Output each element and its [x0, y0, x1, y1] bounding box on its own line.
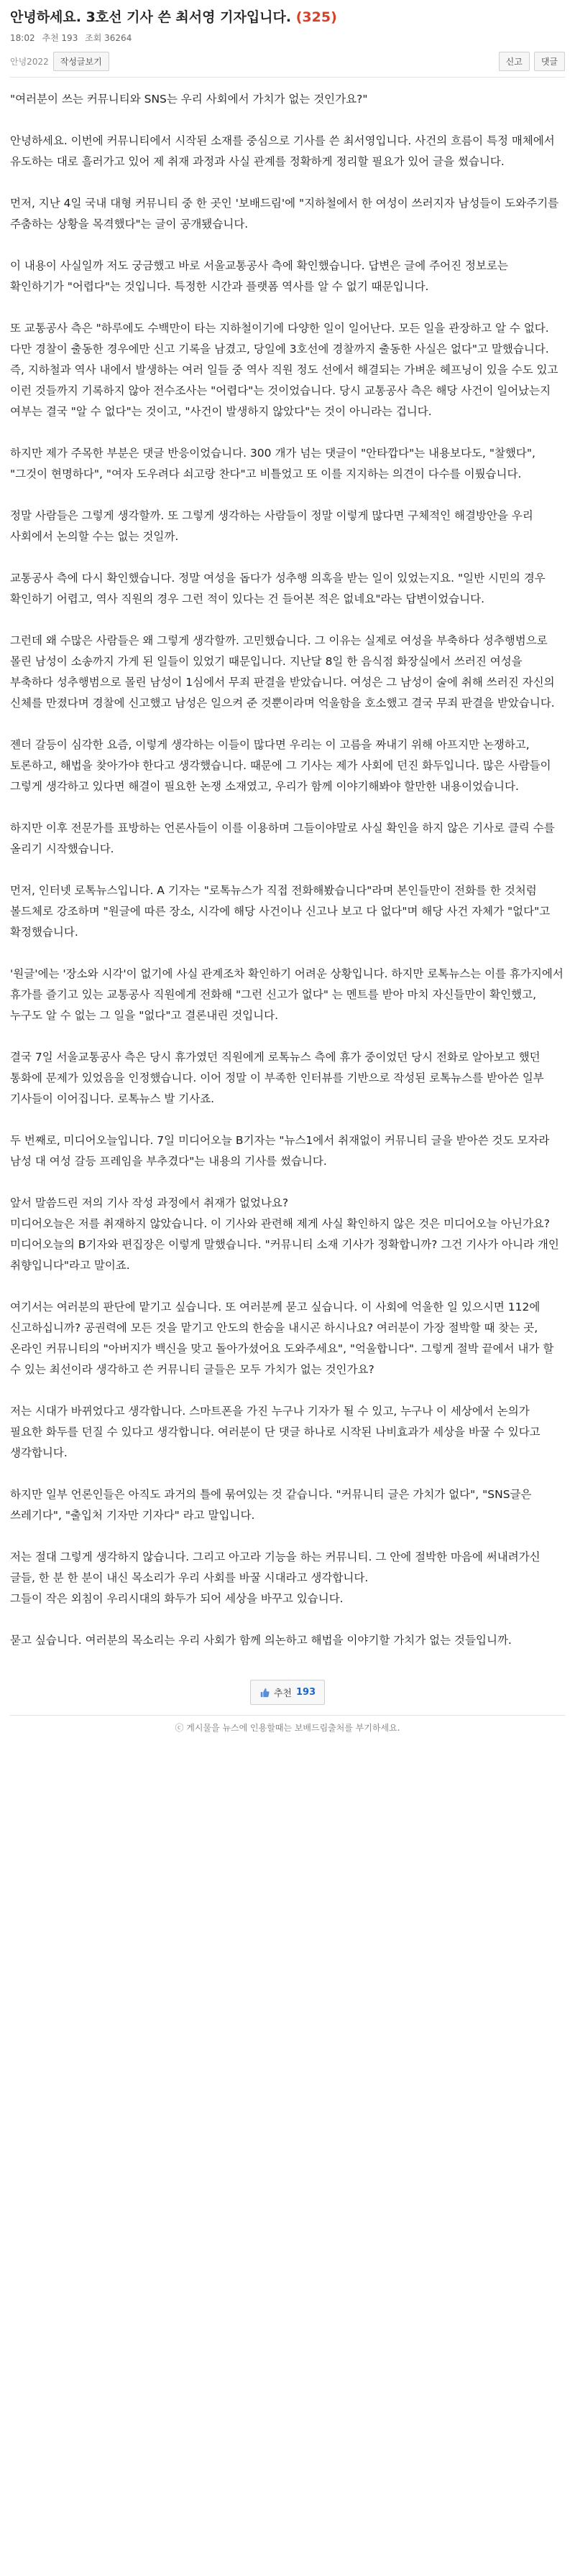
post-time: 18:02	[10, 33, 35, 43]
post-title-row	[10, 7, 565, 27]
body-paragraph: 먼저, 지난 4일 국내 대형 커뮤니티 중 한 곳인 '보배드림'에 "지하철에서 한 여성이 쓰러지자 남성들이 도와주기를 주춤하는 상황을 목격했다"는 글이 공개됐습니다.	[10, 197, 563, 231]
author-name[interactable]: 안녕2022	[10, 57, 49, 67]
report-button[interactable]: 신고	[499, 52, 530, 71]
body-paragraph: 먼저, 인터넷 로톡뉴스입니다. A 기자는 "로톡뉴스가 직접 전화해봤습니다"라며 본인들만이 전화를 한 것처럼 볼드체로 강조하며 "원글에 따른 장소, 시각에 해당 사건이나 신고나 보고 다 없다"며 해당 사건 자체가 "없다"고 확정했습니다.	[10, 884, 554, 939]
body-paragraph: 정말 사람들은 그렇게 생각할까. 또 그렇게 생각하는 사람들이 정말 이렇게 많다면 구체적인 해결방안을 우리 사회에서 논의할 수는 없는 것일까.	[10, 509, 537, 543]
body-paragraph: 그런데 왜 수많은 사람들은 왜 그렇게 생각할까. 고민했습니다. 그 이유는 실제로 여성을 부축하다 성추행범으로 몰린 남성이 소송까지 가게 된 일들이 있었기 때문입니다. 지난달 8일 한 음식점 화장실에서 쓰러진 여성을 부축하다 성추행범으로 몰린 남성이 1심에서 무죄 판결을 받았습니다. 여성은 그 남성이 술에 취해 쓰러진 자신의 신체를 만졌다며 경찰에 신고했고 남성은 일으켜 준 것뿐이라며 억울함을 호소했고 결국 무죄 판결을 받았습니다.	[10, 634, 558, 710]
body-paragraph: 하지만 제가 주목한 부분은 댓글 반응이었습니다. 300 개가 넘는 댓글이 "안타깝다"는 내용보다도, "찰했다", "그것이 현명하다", "여자 도우려다 쇠고랑 찬다"고 비틀었고 또 이를 지지하는 의견이 다수를 이뤘습니다.	[10, 447, 539, 480]
post-actions	[10, 52, 565, 78]
body-paragraph: "여러분이 쓰는 커뮤니티와 SNS는 우리 사회에서 가치가 없는 것인가요?"	[10, 93, 368, 106]
body-paragraph: 교통공사 측에 다시 확인했습니다. 정말 여성을 돕다가 성추행 의혹을 받는 일이 있었는지요. "일반 시민의 경우 확인하기 어렵고, 역사 직원의 경우 그런 적이 있다는 건 들어본 적은 없네요"라는 답변이었습니다.	[10, 572, 549, 605]
post-body	[0, 78, 575, 1734]
body-paragraph: 안녕하세요. 이번에 커뮤니티에서 시작된 소재를 중심으로 기사를 쓴 최서영입니다. 사건의 흐름이 특정 매체에서 유도하는 대로 흘러가고 있어 제 취재 과정과 사실 관계를 정확하게 정리할 필요가 있어 글을 썼습니다.	[10, 134, 558, 168]
body-paragraph: 하지만 일부 언론인들은 아직도 과거의 틀에 묶여있는 것 같습니다. "커뮤니티 글은 가치가 없다", "SNS글은 쓰레기다", "출입처 기자만 기자다" 라고 말입니다.	[10, 1488, 535, 1522]
post-views: 조회 36264	[85, 33, 132, 43]
body-paragraph: 저는 시대가 바뀌었다고 생각합니다. 스마트폰을 가진 누구나 기자가 될 수 있고, 누구나 이 세상에서 논의가 필요한 화두를 던질 수 있다고 생각합니다. 여러분이 단 댓글 하나로 시작된 나비효과가 세상을 바꿀 수 있다고 생각합니다.	[10, 1405, 544, 1459]
body-paragraph: 두 번째로, 미디어오늘입니다. 7일 미디어오늘 B기자는 "뉴스1에서 취재없이 커뮤니티 글을 받아쓴 것도 모자라 남성 대 여성 갈등 프레임을 부추겼다"는 내용의 기사를 썼습니다.	[10, 1134, 553, 1168]
post-header	[0, 0, 575, 78]
post-paragraphs	[10, 89, 565, 1651]
vote-area	[10, 1680, 565, 1705]
body-paragraph: 앞서 말씀드린 저의 기사 작성 과정에서 취재가 없었나요? 미디어오늘은 저를 취재하지 않았습니다. 이 기사와 관련해 제게 사실 확인하지 않은 것은 미디어오늘 아닌가요? 미디어오늘의 B기자와 편집장은 이렇게 말했습니다. "커뮤니티 소재 기사가 정확합니까? 그건 기사가 아니라 개인 취향입니다"라고 말이죠.	[10, 1196, 559, 1272]
body-paragraph: 여기서는 여러분의 판단에 맡기고 싶습니다. 또 여러분께 묻고 싶습니다. 이 사회에 억울한 일 있으시면 112에 신고하십니까? 공권력에 모든 것을 맡기고 안도의 한숨을 내시곤 하시나요? 여러분이 가장 절박할 때 찾는 곳, 온라인 커뮤니티의 "아버지가 백신을 맞고 돌아가셨어요 도와주세요", "억울합니다". 그렇게 절박 끝에서 내가 할 수 있는 최선이라 생각하고 쓴 커뮤니티 글들은 모두 가치가 없는 것인가요?	[10, 1301, 558, 1376]
recommend-button[interactable]	[250, 1680, 325, 1705]
body-paragraph: '원글'에는 '장소와 시각'이 없기에 사실 관계조차 확인하기 어려운 상황입니다. 하지만 로톡뉴스는 이를 휴가지에서 휴가를 즐기고 있는 교통공사 직원에게 전화해 "그런 신고가 없다" 는 멘트를 받아 마치 자신들만이 확인했고, 누구도 알 수 없는 그 일을 "없다"고 결론내린 것입니다.	[10, 967, 567, 1022]
copyright-icon: ⓒ	[175, 1723, 187, 1733]
author-posts-button[interactable]: 작성글보기	[53, 52, 109, 71]
body-paragraph: 젠더 갈등이 심각한 요즘, 이렇게 생각하는 이들이 많다면 우리는 이 고름을 짜내기 위해 아프지만 논쟁하고, 토론하고, 해법을 찾아가야 한다고 생각했습니다. 때문에 그 기사는 제가 사회에 던진 화두입니다. 많은 사람들이 그렇게 생각하고 있다면 해결이 필요한 논쟁 소재였고, 우리가 함께 이야기해봐야 할만한 내용이었습니다.	[10, 738, 555, 793]
body-paragraph: 이 내용이 사실일까 저도 궁금했고 바로 서울교통공사 측에 확인했습니다. 답변은 글에 주어진 정보로는 확인하기가 "어렵다"는 것입니다. 특정한 시간과 플랫폼 역사를 알 수 없기 때문입니다.	[10, 259, 512, 293]
copyright-notice	[10, 1715, 565, 1734]
post-meta	[10, 32, 565, 45]
recommend-label: 추천	[273, 1688, 292, 1699]
body-paragraph: 결국 7일 서울교통공사 측은 당시 휴가였던 직원에게 로톡뉴스 측에 휴가 중이었던 당시 전화로 알아보고 했던 통화에 문제가 있었음을 인정했습니다. 이어 정말 이 부족한 인터뷰를 기반으로 작성된 로톡뉴스를 받아쓴 일부 기사들이 이어집니다. 로톡뉴스 발 기사죠.	[10, 1051, 548, 1105]
comment-button[interactable]: 댓글	[534, 52, 565, 71]
body-paragraph: 또 교통공사 측은 "하루에도 수백만이 타는 지하철이기에 다양한 일이 일어난다. 모든 일을 관장하고 알 수 없다. 다만 경찰이 출동한 경우에만 신고 기록을 남겼고, 당일에 3호선에 경찰까지 출동한 사실은 없다"고 말했습니다. 즉, 지하철과 역사 내에서 발생하는 여러 일들 중 역사 직원 정도 선에서 해결되는 가벼운 헤프닝이 있을 수도 있고 이런 것들까지 기록하지 않아 전수조사는 "어렵다"는 것이었습니다. 당시 교통공사 측은 해당 사건이 일어났는지 여부는 결국 "알 수 없다"는 것이고, "사건이 발생하지 않았다"는 것이 아니라는 겁니다.	[10, 322, 562, 418]
recommend-count: 193	[295, 1687, 316, 1698]
post-recommend: 추천 193	[42, 33, 78, 43]
post-title: 안녕하세요. 3호선 기사 쓴 최서영 기자입니다.	[10, 9, 292, 25]
body-paragraph: 저는 절대 그렇게 생각하지 않습니다. 그리고 아고라 기능을 하는 커뮤니티. 그 안에 절박한 마음에 써내려가신 글들, 한 분 한 분이 내신 목소리가 우리 사회를 바꿀 시대라고 생각합니다. 그들이 작은 외침이 우리시대의 화두가 되어 세상을 바꾸고 있습니다.	[10, 1550, 540, 1605]
thumbs-up-icon	[259, 1688, 270, 1698]
body-paragraph: 하지만 이후 전문가를 표방하는 언론사들이 이를 이용하며 그들이야말로 사실 확인을 하지 않은 기사로 클릭 수를 올리기 시작했습니다.	[10, 822, 558, 855]
body-paragraph: 묻고 싶습니다. 여러분의 목소리는 우리 사회가 함께 의논하고 해법을 이야기할 가치가 없는 것들입니까.	[10, 1634, 512, 1647]
copyright-text: 게시물을 뉴스에 인용할때는 보배드림출처를 부기하세요.	[186, 1723, 400, 1733]
comment-count[interactable]: (325)	[295, 9, 337, 25]
